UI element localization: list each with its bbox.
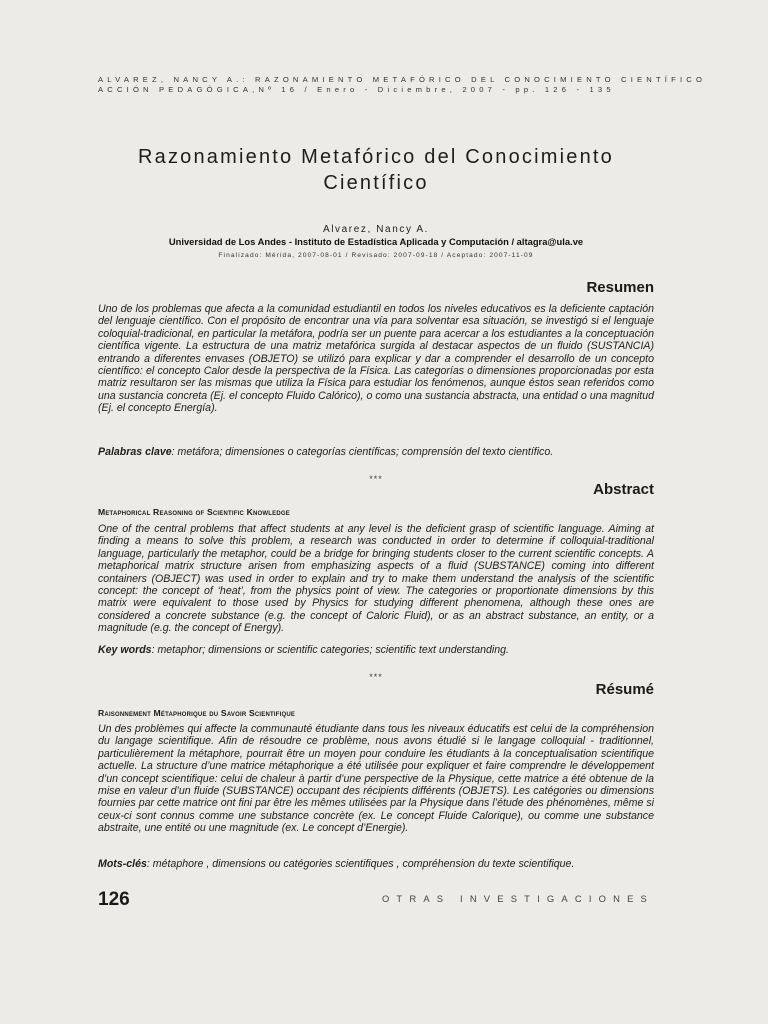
running-head-line-1: ALVAREZ, NANCY A.: RAZONAMIENTO METAFÓRICO DEL CONOCIMIENTO CIENTÍFICO (98, 75, 707, 84)
resume-keywords-label: Mots-clés (98, 858, 147, 870)
abstract-keywords (98, 644, 654, 656)
resume-subtitle: Raisonnement Métaphorique du Savoir Scientifique (98, 708, 296, 718)
page-number: 126 (98, 889, 130, 910)
resumen-keywords (98, 446, 654, 458)
section-separator-1: *** (369, 474, 383, 484)
section-separator-2: *** (369, 672, 383, 682)
resume-keywords (98, 858, 654, 870)
author-name: Alvarez, Nancy A. (322, 224, 430, 235)
section-label: OTRAS INVESTIGACIONES (381, 893, 654, 904)
resumen-body: Uno de los problemas que afecta a la comunidad estudiantil en todos los niveles educativos es la deficiente captación del lenguaje científico. Con el propósito de encontrar una vía para solventar esa situación, se investigó si el lenguaje coloquial-tradicional, en particular la metáfora, podría ser un puente para acercar a los estudiantes a la conceptuación científica vigente. La estructura de una matriz metafórica surgida al destacar aspectos de un fluido (SUSTANCIA) entrando a diferentes envases (OBJETO) se utilizó para explicar y dar a comprender el desarrollo de un concepto científico: el concepto Calor desde la perspectiva de la Física. Las categorías o dimensiones proporcionadas por esta matriz resultaron ser las mismas que utiliza la Física para estudiar los fenómenos, aunque éstos sean referidos como una sustancia concreta (Ej. el concepto Fluido Calórico), o como una sustancia abstracta, una entidad o una magnitud (Ej. el concepto Energía). (98, 303, 654, 415)
resumen-keywords-label: Palabras clave (98, 446, 172, 458)
abstract-subtitle: Metaphorical Reasoning of Scientific Knowledge (98, 507, 290, 517)
resume-body: Un des problèmes qui affecte la communauté étudiante dans tous les niveaux éducatifs est celui de la compréhension du langage scientifique. Afin de résoudre ce problème, nous avons étudié si le langage colloquial - traditionnel, particulièrement la métaphore, pourrait être un moyen pour conduire les étudiants à la conceptualisation scientifique actuelle. La structure d’une matrice métaphorique a été utilisée pour expliquer et faire comprendre le développement d’un concept scientifique: celui de chaleur à partir d’une perspective de la Physique, cette matrice a été obtenue de la mise en valeur d’un fluide (SUBSTANCE) occupant des récipients différents (OBJETS). Les catégories ou dimensions fournies par cette matrice ont fini par être les mêmes utilisées par la Physique dans l’étude des phénomènes, même si ceux-ci sont connus comme une substance concrète (ex. Le concept Fluide Calorique), ou comme une substance abstraite, une entité ou une magnitude (ex. Le concept d’Energie). (98, 723, 654, 835)
publication-dates: Finalizado: Mérida, 2007-08-01 / Revisado: 2007-09-18 / Aceptado: 2007-11-09 (218, 252, 534, 259)
author-affiliation: Universidad de Los Andes - Instituto de Estadística Aplicada y Computación / altagra@ula.ve (168, 236, 584, 247)
resumen-keywords-text: : metáfora; dimensiones o categorías científicas; comprensión del texto científico. (171, 446, 554, 458)
running-head (98, 75, 707, 95)
running-head-line-2: ACCIÓN PEDAGÓGICA,Nº 16 / Enero - Diciembre, 2007 - pp. 126 - 135 (98, 85, 615, 94)
article-title: Razonamiento Metafórico del Conocimiento Científico (138, 146, 614, 194)
resume-keywords-text: : métaphore , dimensions ou catégories scientifiques , compréhension du texte scientifique. (146, 858, 575, 870)
abstract-body: One of the central problems that affect students at any level is the deficient grasp of scientific language. Aiming at finding a means to solve this problem, a research was conducted in order to determine if colloquial-traditional language, particularly the metaphor, could be a bridge for bringing students closer to the current scientific concepts. A metaphorical matrix structure arisen from emphasizing aspects of a fluid (SUBSTANCE) coming into different containers (OBJECT) was used in order to explain and try to make them understand the analysis of the scientific concept: the concept of ‘heat’, from the physics point of view. The categories or proportionate dimensions by this matrix were equivalent to those used by Physics for studying different phenomena, although these ones are considered a concrete substance (e.g. the concept of Caloric Fluid), or as an abstract substance, an entity, or a magnitude (e.g. the concept of Energy). (98, 523, 654, 635)
resume-heading: Résumé (595, 681, 654, 698)
abstract-keywords-label: Key words (98, 644, 152, 656)
abstract-heading: Abstract (593, 481, 654, 498)
abstract-keywords-text: : metaphor; dimensions or scientific categories; scientific text understanding. (151, 644, 509, 656)
resumen-heading: Resumen (586, 279, 654, 296)
